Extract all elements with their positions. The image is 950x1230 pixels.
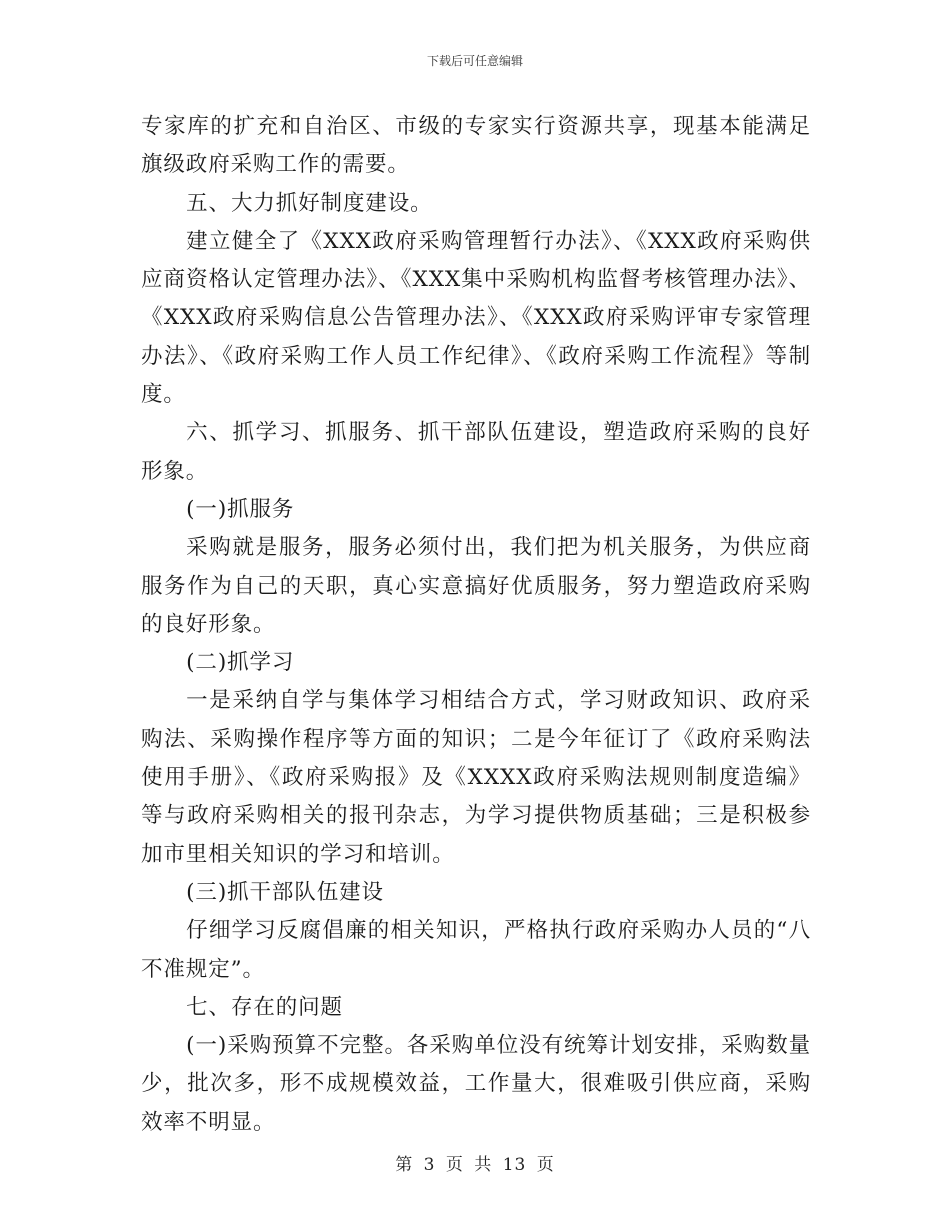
heading-section-5: 五、大力抓好制度建设。 — [186, 190, 433, 216]
document-body — [141, 108, 811, 1142]
paragraph-study: 一是采纳自学与集体学习相结合方式，学习财政知识、政府采购法、采购操作程序等方面的知识；二是今年征订了《政府采购法使用手册》、《政府采购报》及《XXXX政府采购法规则制度造编》等与政府采购相关的报刊杂志，为学习提供物质基础；三是积极参加市里相关知识的学习和培训。 — [141, 688, 811, 867]
heading-section-7: 七、存在的问题 — [186, 994, 343, 1020]
subheading-service: (一)抓服务 — [186, 496, 295, 522]
page-number: 第 3 页 共 13 页 — [395, 1155, 555, 1175]
paragraph-team-building: 仔细学习反腐倡廉的相关知识，严格执行政府采购办人员的“八不准规定”。 — [141, 918, 811, 982]
paragraph-expert-pool: 专家库的扩充和自治区、市级的专家实行资源共享，现基本能满足旗级政府采购工作的需要。 — [141, 114, 811, 178]
subheading-team-building: (三)抓干部队伍建设 — [186, 879, 384, 905]
subheading-study: (二)抓学习 — [186, 650, 295, 676]
page-header: 下载后可任意编辑 — [426, 54, 523, 68]
paragraph-regulations: 建立健全了《XXX政府采购管理暂行办法》、《XXX政府采购供应商资格认定管理办法》、《XXX集中采购机构监督考核管理办法》、《XXX政府采购信息公告管理办法》、《XXX政府采购评审专家管理办法》、《政府采购工作人员工作纪律》、《政府采购工作流程》等制度。 — [141, 228, 811, 408]
heading-section-6: 六、抓学习、抓服务、抓干部队伍建设，塑造政府采购的良好形象。 — [141, 420, 811, 484]
paragraph-budget-issue: (一)采购预算不完整。各采购单位没有统筹计划安排，采购数量少，批次多，形不成规模效益，工作量大，很难吸引供应商，采购效率不明显。 — [141, 1033, 811, 1135]
paragraph-service: 采购就是服务，服务必须付出，我们把为机关服务，为供应商服务作为自己的天职，真心实意搞好优质服务，努力塑造政府采购的良好形象。 — [141, 535, 811, 637]
